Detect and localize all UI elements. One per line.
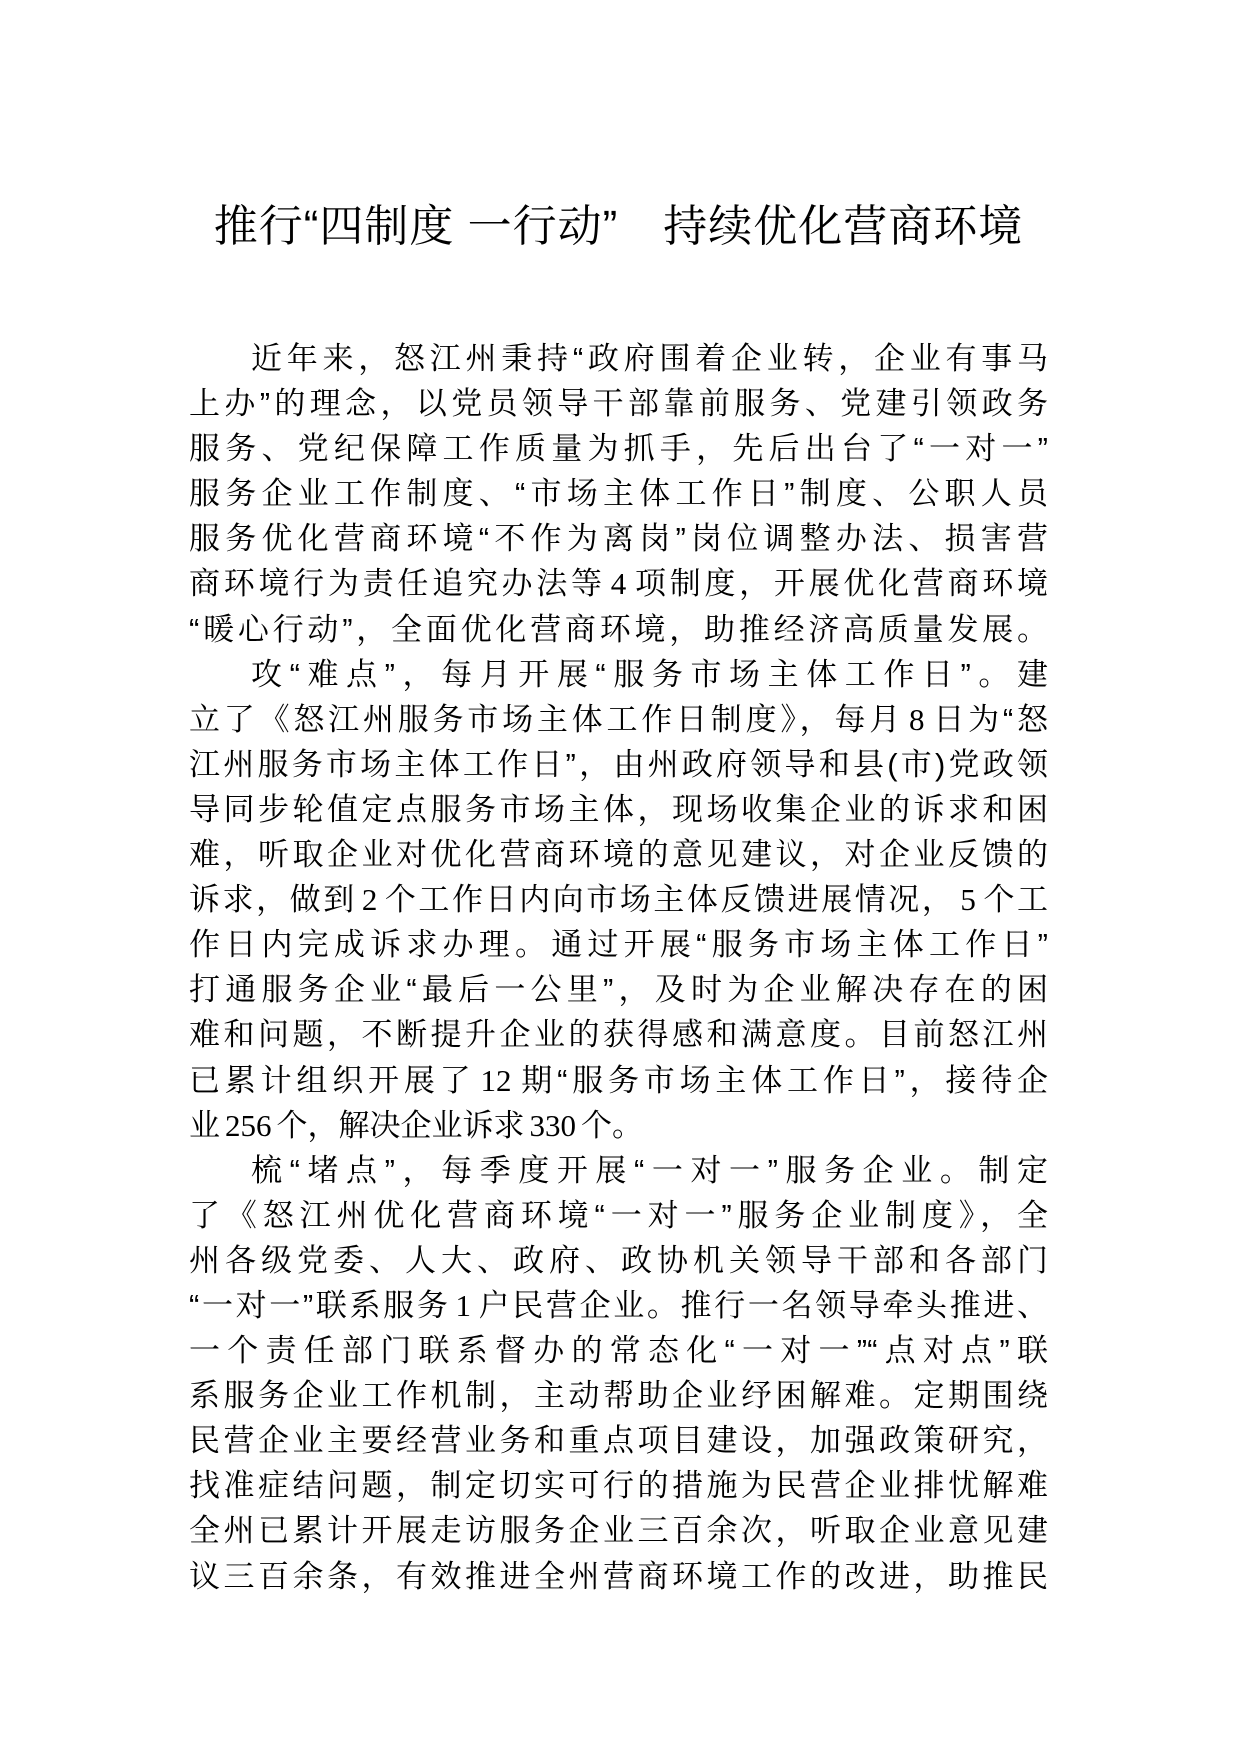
paragraph bbox=[189, 336, 1048, 652]
document-title: 推行“四制度 一行动” 持续优化营商环境 bbox=[213, 202, 1024, 251]
text-line: 导同步轮值定点服务市场主体，现场收集企业的诉求和困 bbox=[189, 791, 1048, 827]
text-line: 全州已累计开展走访服务企业三百余次，听取企业意见建 bbox=[189, 1513, 1048, 1549]
numeral: 4 bbox=[610, 566, 627, 602]
text-line: 江州服务市场主体工作日”，由州政府领导和县(市)党政领 bbox=[189, 746, 1048, 782]
numeral: 5 bbox=[960, 882, 976, 918]
text-line: 立了《怒江州服务市场主体工作日制度》，每月 8 日为“怒 bbox=[189, 701, 1048, 737]
text-line: 已累计组织开展了 12 期“服务市场主体工作日”，接待企 bbox=[189, 1062, 1048, 1098]
text-line: 打通服务企业“最后一公里”，及时为企业解决存在的困 bbox=[189, 972, 1048, 1008]
text-line: 业 256 个，解决企业诉求 330 个。 bbox=[189, 1107, 643, 1143]
text-line: 找准症结问题，制定切实可行的措施为民营企业排忧解难 bbox=[189, 1468, 1048, 1504]
document-content bbox=[189, 0, 1048, 1599]
text-line: 上办”的理念，以党员领导干部靠前服务、党建引领政务 bbox=[189, 386, 1048, 422]
text-line: “一对一”联系服务 1 户民营企业。推行一名领导牵头推进、 bbox=[189, 1287, 1048, 1323]
text-line: 难，听取企业对优化营商环境的意见建议，对企业反馈的 bbox=[189, 837, 1048, 873]
text-line: 州各级党委、人大、政府、政协机关领导干部和各部门 bbox=[189, 1242, 1048, 1278]
paragraph bbox=[189, 652, 1048, 1148]
numeral: 2 bbox=[361, 882, 378, 918]
paragraph bbox=[189, 1148, 1048, 1599]
numeral: 330 bbox=[529, 1107, 576, 1143]
text-line: “暖心行动”，全面优化营商环境，助推经济高质量发展。 bbox=[189, 611, 1048, 647]
text-line: 一个责任部门联系督办的常态化“一对一”“点对点”联 bbox=[189, 1333, 1048, 1369]
text-line: 难和问题，不断提升企业的获得感和满意度。目前怒江州 bbox=[189, 1017, 1048, 1053]
numeral: 12 bbox=[480, 1062, 512, 1098]
text-line: 商环境行为责任追究办法等 4 项制度，开展优化营商环境 bbox=[189, 566, 1048, 602]
text-line: 服务优化营商环境“不作为离岗”岗位调整办法、损害营 bbox=[189, 521, 1048, 557]
text-line: 近年来，怒江州秉持“政府围着企业转，企业有事马 bbox=[251, 341, 1048, 376]
text-line: 作日内完成诉求办理。通过开展“服务市场主体工作日” bbox=[189, 927, 1048, 963]
numeral: 1 bbox=[455, 1287, 471, 1323]
text-line: 议三百余条，有效推进全州营商环境工作的改进，助推民 bbox=[189, 1558, 1048, 1594]
text-line: 系服务企业工作机制，主动帮助企业纾困解难。定期围绕 bbox=[189, 1378, 1048, 1414]
numeral: 256 bbox=[225, 1107, 272, 1143]
text-line: 诉求，做到 2 个工作日内向市场主体反馈进展情况， 5 个工 bbox=[189, 882, 1048, 918]
article-body bbox=[189, 336, 1048, 1599]
text-line: 服务企业工作制度、“市场主体工作日”制度、公职人员 bbox=[189, 476, 1048, 512]
numeral: 8 bbox=[909, 701, 925, 737]
text-line: 了《怒江州优化营商环境“一对一”服务企业制度》，全 bbox=[189, 1197, 1048, 1233]
text-line: 攻“难点”，每月开展“服务市场主体工作日”。建 bbox=[251, 656, 1048, 692]
text-line: 民营企业主要经营业务和重点项目建设，加强政策研究， bbox=[189, 1423, 1048, 1459]
text-line: 梳“堵点”，每季度开展“一对一”服务企业。制定 bbox=[251, 1152, 1048, 1188]
text-line: 服务、党纪保障工作质量为抓手，先后出台了“一对一” bbox=[189, 431, 1048, 467]
